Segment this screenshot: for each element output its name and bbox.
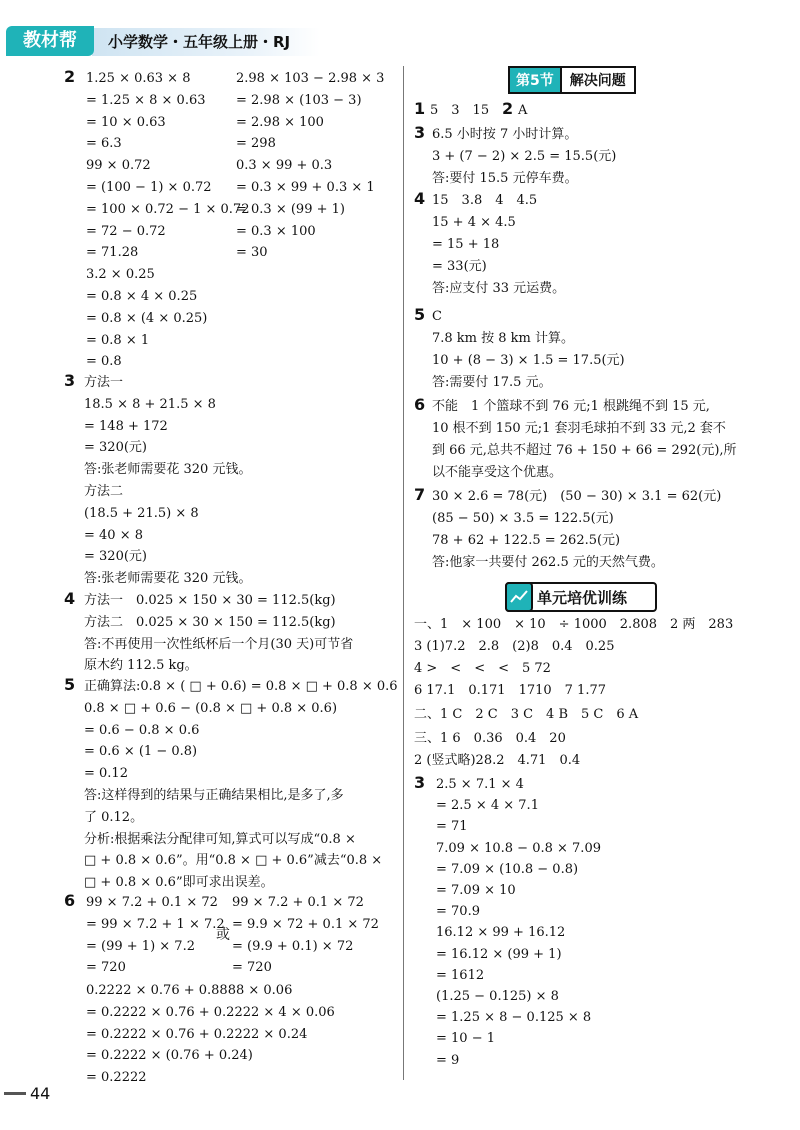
r6-number: 6 (414, 395, 426, 414)
q3-line: 答:张老师需要花 320 元钱。 (84, 462, 252, 478)
r7-line: 30 × 2.6 = 78(元) (50 − 30) × 3.1 = 62(元) (432, 489, 722, 504)
q2-step: 99 × 0.72 (86, 158, 151, 174)
r7-line: (85 − 50) × 3.5 = 122.5(元) (432, 511, 614, 526)
r2-number: 2 (502, 99, 514, 118)
q2-step: = 0.3 × 100 (236, 223, 316, 239)
q2-step: = 30 (236, 245, 268, 261)
q6-step: = (9.9 + 0.1) × 72 (232, 938, 354, 954)
q6-step: = (99 + 1) × 7.2 (86, 938, 195, 954)
u11-step: = 70.9 (436, 904, 480, 920)
q5-line: = 0.12 (84, 766, 128, 782)
q5-line: = 0.6 − 0.8 × 0.6 (84, 722, 200, 738)
q2-step: = 2.98 × (103 − 3) (236, 92, 362, 108)
q5-line: 了 0.12。 (84, 809, 144, 825)
u9-line: 三、1 6 0.36 0.4 20 (414, 731, 566, 746)
q6-step: 99 × 7.2 + 0.1 × 72 (232, 895, 364, 910)
q2-step: = 0.8 × (4 × 0.25) (86, 310, 208, 326)
r4-line: = 33(元) (432, 259, 487, 274)
u11-step: = 1.25 × 8 − 0.125 × 8 (436, 1010, 592, 1026)
u11-step: = 7.09 × (10.8 − 0.8) (436, 861, 579, 877)
u11-number: 3 (414, 773, 426, 792)
r1-number: 1 (414, 99, 426, 118)
q5-line: 分析:根据乘法分配律可知,算式可以写成“0.8 × (84, 831, 356, 847)
q3-line: = 320(元) (84, 440, 147, 456)
r5-number: 5 (414, 305, 426, 324)
r7-line: 答:他家一共要付 262.5 元的天然气费。 (432, 555, 664, 570)
q4-line: 方法一 0.025 × 150 × 30 = 112.5(kg) (84, 593, 336, 608)
q5-line: □ + 0.8 × 0.6”即可求出误差。 (84, 875, 274, 891)
u11-step: = 10 − 1 (436, 1031, 495, 1047)
book-title: 小学数学・五年级上册・RJ (108, 33, 291, 51)
q2-step: = 0.8 (86, 354, 122, 370)
q2-step: = 100 × 0.72 − 1 × 0.72 (86, 201, 250, 217)
q5-line: 正确算法:0.8 × ( □ + 0.6) = 0.8 × □ + 0.8 × 0.6 (84, 679, 398, 694)
q4-number: 4 (64, 589, 76, 608)
section-name: 解决问题 (562, 66, 636, 94)
q3-line: 答:张老师需要花 320 元钱。 (84, 571, 252, 587)
q6-step: = 0.2222 × 0.76 + 0.2222 × 4 × 0.06 (86, 1004, 335, 1020)
q4-line: 原木约 112.5 kg。 (84, 658, 198, 674)
u10-line: 2 (竖式略)28.2 4.71 0.4 (414, 753, 581, 768)
q2-step: 0.3 × 99 + 0.3 (236, 158, 333, 174)
r4-line: = 15 + 18 (432, 237, 500, 252)
q2-step: = 1.25 × 8 × 0.63 (86, 92, 206, 108)
r4-number: 4 (414, 189, 426, 208)
u11-step: = 9 (436, 1052, 460, 1068)
q6-number: 6 (64, 891, 76, 910)
q2-step: = 2.98 × 100 (236, 114, 324, 130)
r5-line: C (432, 309, 442, 324)
u11-step: 7.09 × 10.8 − 0.8 × 7.09 (436, 840, 601, 856)
q2-step: = 0.3 × 99 + 0.3 × 1 (236, 180, 375, 195)
u11-step: = 16.12 × (99 + 1) (436, 946, 562, 962)
u1-line: 一、1 × 100 × 10 ÷ 1000 2.808 2 两 283 (414, 617, 734, 632)
q2-number: 2 (64, 67, 76, 86)
r3-line: 6.5 小时按 7 小时计算。 (432, 127, 578, 142)
q2-step: = 0.8 × 4 × 0.25 (86, 289, 198, 304)
q2-step: = (100 − 1) × 0.72 (86, 180, 212, 195)
q5-number: 5 (64, 675, 76, 694)
q3-line: = 40 × 8 (84, 527, 143, 543)
u11-step: 16.12 × 99 + 16.12 (436, 925, 566, 941)
u11-step: 2.5 × 7.1 × 4 (436, 777, 524, 792)
r6-line: 10 根不到 150 元;1 套羽毛球拍不到 33 元,2 套不 (432, 421, 726, 436)
r6-line: 以不能享受这个优惠。 (432, 465, 563, 480)
q6-step: = 9.9 × 72 + 0.1 × 72 (232, 916, 379, 932)
r7-number: 7 (414, 485, 426, 504)
trend-chart-icon (505, 582, 533, 612)
q2-step: = 0.3 × (99 + 1) (236, 201, 345, 217)
q2-step: 1.25 × 0.63 × 8 (86, 71, 191, 86)
q6-step: = 720 (232, 960, 272, 976)
unit-badge (505, 582, 657, 612)
q3-line: = 148 + 172 (84, 418, 168, 434)
q3-line: = 320(元) (84, 549, 147, 565)
q6-step: = 0.2222 × 0.76 + 0.2222 × 0.24 (86, 1026, 308, 1042)
q3-line: 方法二 (84, 484, 124, 499)
q4-line: 答:不再使用一次性纸杯后一个月(30 天)可节省 (84, 636, 354, 652)
r4-line: 15 3.8 4 4.5 (432, 193, 538, 208)
q2-step: = 10 × 0.63 (86, 114, 166, 130)
q2-step: = 71.28 (86, 245, 139, 261)
r3-number: 3 (414, 123, 426, 142)
r3-line: 3 + (7 − 2) × 2.5 = 15.5(元) (432, 149, 617, 164)
q5-line: □ + 0.8 × 0.6”。用“0.8 × □ + 0.6”减去“0.8 × (84, 853, 383, 869)
r2-answer: A (518, 103, 528, 118)
q6-step: = 720 (86, 960, 126, 976)
q6-step: = 99 × 7.2 + 1 × 7.2 (86, 916, 225, 932)
section-tag: 第5节 (508, 66, 562, 94)
r6-line: 不能 1 个篮球不到 76 元;1 根跳绳不到 15 元, (432, 399, 710, 414)
r5-line: 10 + (8 − 3) × 1.5 = 17.5(元) (432, 353, 625, 368)
r6-line: 到 66 元,总共不超过 76 + 150 + 66 = 292(元),所 (432, 443, 737, 458)
u6-line: 6 17.1 0.171 1710 7 1.77 (414, 683, 606, 698)
r5-line: 7.8 km 按 8 km 计算。 (432, 331, 575, 346)
q5-line: = 0.6 × (1 − 0.8) (84, 744, 198, 760)
q6-step: = 0.2222 (86, 1070, 147, 1086)
q5-line: 0.8 × □ + 0.6 − (0.8 × □ + 0.8 × 0.6) (84, 700, 338, 716)
r4-line: 15 + 4 × 4.5 (432, 215, 516, 230)
q6-or: 或 (216, 927, 230, 943)
q5-line: 答:这样得到的结果与正确结果相比,是多了,多 (84, 788, 344, 803)
u8-line: 二、1 C 2 C 3 C 4 B 5 C 6 A (414, 707, 639, 722)
q3-line: 18.5 × 8 + 21.5 × 8 (84, 396, 216, 412)
q2-step: 2.98 × 103 − 2.98 × 3 (236, 71, 385, 86)
q2-step: = 298 (236, 136, 276, 152)
q2-step: = 0.8 × 1 (86, 332, 150, 348)
q3-number: 3 (64, 371, 76, 390)
q3-line: (18.5 + 21.5) × 8 (84, 505, 199, 521)
q2-step: = 72 − 0.72 (86, 223, 166, 239)
brand-logo: 教材帮 (6, 26, 94, 56)
page-number: 44 (30, 1084, 51, 1103)
u11-step: (1.25 − 0.125) × 8 (436, 989, 559, 1004)
r5-line: 答:需要付 17.5 元。 (432, 375, 552, 390)
r1-answer: 5 3 15 (430, 103, 490, 118)
q6-step: 99 × 7.2 + 0.1 × 72 (86, 895, 218, 910)
u11-step: = 2.5 × 4 × 7.1 (436, 798, 539, 814)
q6-step: 0.2222 × 0.76 + 0.8888 × 0.06 (86, 983, 293, 998)
unit-name: 单元培优训练 (537, 589, 628, 607)
r3-line: 答:要付 15.5 元停车费。 (432, 171, 578, 186)
r7-line: 78 + 62 + 122.5 = 262.5(元) (432, 533, 621, 548)
footer-dash (4, 1092, 26, 1095)
r4-line: 答:应支付 33 元运费。 (432, 281, 566, 296)
q4-line: 方法二 0.025 × 30 × 150 = 112.5(kg) (84, 614, 336, 630)
u11-step: = 7.09 × 10 (436, 883, 516, 898)
q3-line: 方法一 (84, 375, 124, 390)
u3-line: 3 (1)7.2 2.8 (2)8 0.4 0.25 (414, 639, 615, 654)
q2-step: 3.2 × 0.25 (86, 267, 155, 283)
u11-step: = 1612 (436, 967, 485, 983)
section-badge (508, 66, 636, 94)
u4-line: 4 > < < < 5 72 (414, 661, 551, 676)
u11-step: = 71 (436, 819, 468, 835)
q6-step: = 0.2222 × (0.76 + 0.24) (86, 1048, 253, 1064)
q2-step: = 6.3 (86, 136, 122, 152)
